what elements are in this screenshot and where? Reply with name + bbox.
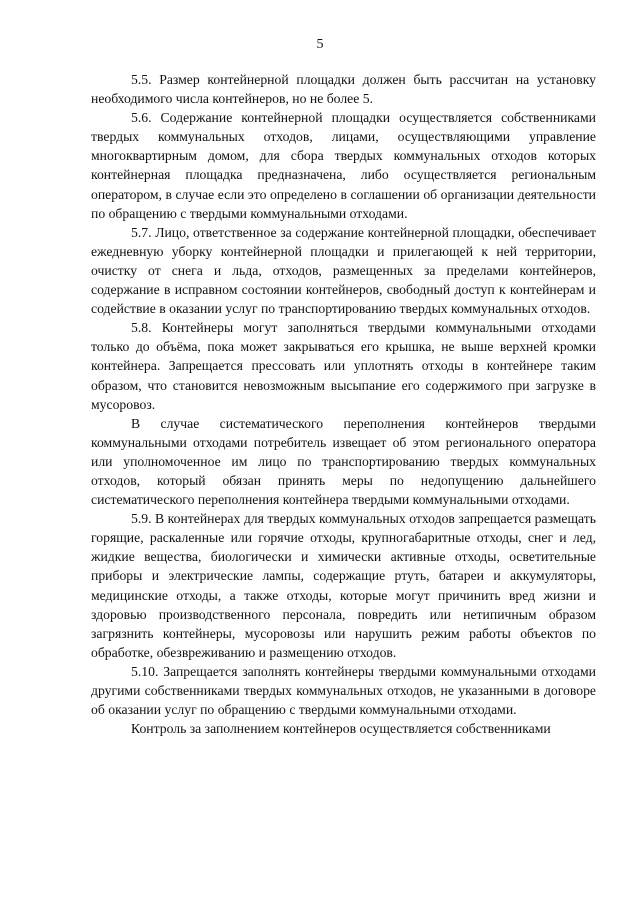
paragraph-5-10: 5.10. Запрещается заполнять контейнеры твердыми коммунальными отходами другими собственниками твердых коммунальных отходов, не указанными в договоре об оказании услуг по обращению с твердыми коммунальными отходами. [91,663,596,718]
paragraph-5-5: 5.5. Размер контейнерной площадки должен быть рассчитан на установку необходимого числа контейнеров, но не более 5. [91,72,596,107]
paragraph-overflow-notice: В случае систематического переполнения контейнеров твердыми коммунальными отходами потребитель извещает об этом регионального оператора или уполномоченное им лицо по транспортированию твердых коммунальных отходов, который обязан принять меры по недопущению дальнейшего систематического переполнения контейнера твердыми коммунальными отходами. [91,415,596,508]
document-body [91,70,596,738]
paragraph-5-9: 5.9. В контейнерах для твердых коммунальных отходов запрещается размещать горящие, раскаленные или горячие отходы, крупногабаритные отходы, снег и лед, жидкие вещества, биологически и химически активные отходы, осветительные приборы и электрические лампы, содержащие ртуть, батареи и аккумуляторы, медицинские отходы, а также отходы, которые могут причинить вред жизни и здоровью производственного персонала, повредить или нетипичным образом загрязнить контейнеры, мусоровозы или нарушить режим работы объектов по обработке, обезвреживанию и размещению отходов. [91,511,596,660]
paragraph-5-6: 5.6. Содержание контейнерной площадки осуществляется собственниками твердых коммунальных отходов, лицами, осуществляющими управление многоквартирным домом, для сбора твердых коммунальных отходов которых контейнерная площадка предназначена, либо осуществляется региональным оператором, в случае если это определено в соглашении об организации деятельности по обращению с твердыми коммунальными отходами. [91,110,596,221]
paragraph-5-8: 5.8. Контейнеры могут заполняться твердыми коммунальными отходами только до объёма, пока может закрываться его крышка, не выше верхней кромки контейнера. Запрещается прессовать или уплотнять отходы в контейнере таким образом, что становится невозможным высыпание его содержимого при загрузке в мусоровоз. [91,320,596,412]
paragraph-control-continued: Контроль за заполнением контейнеров осуществляется собственниками [131,721,551,737]
page-number: 5 [316,37,324,52]
paragraph-5-7: 5.7. Лицо, ответственное за содержание контейнерной площадки, обеспечивает ежедневную уборку контейнерной площадки и прилегающей к ней территории, очистку от снега и льда, отходов, размещенных за пределами контейнеров, содержание в исправном состоянии контейнеров, свободный доступ к контейнерам и содействие в оказании услуг по транспортированию твердых коммунальных отходов. [91,224,596,317]
